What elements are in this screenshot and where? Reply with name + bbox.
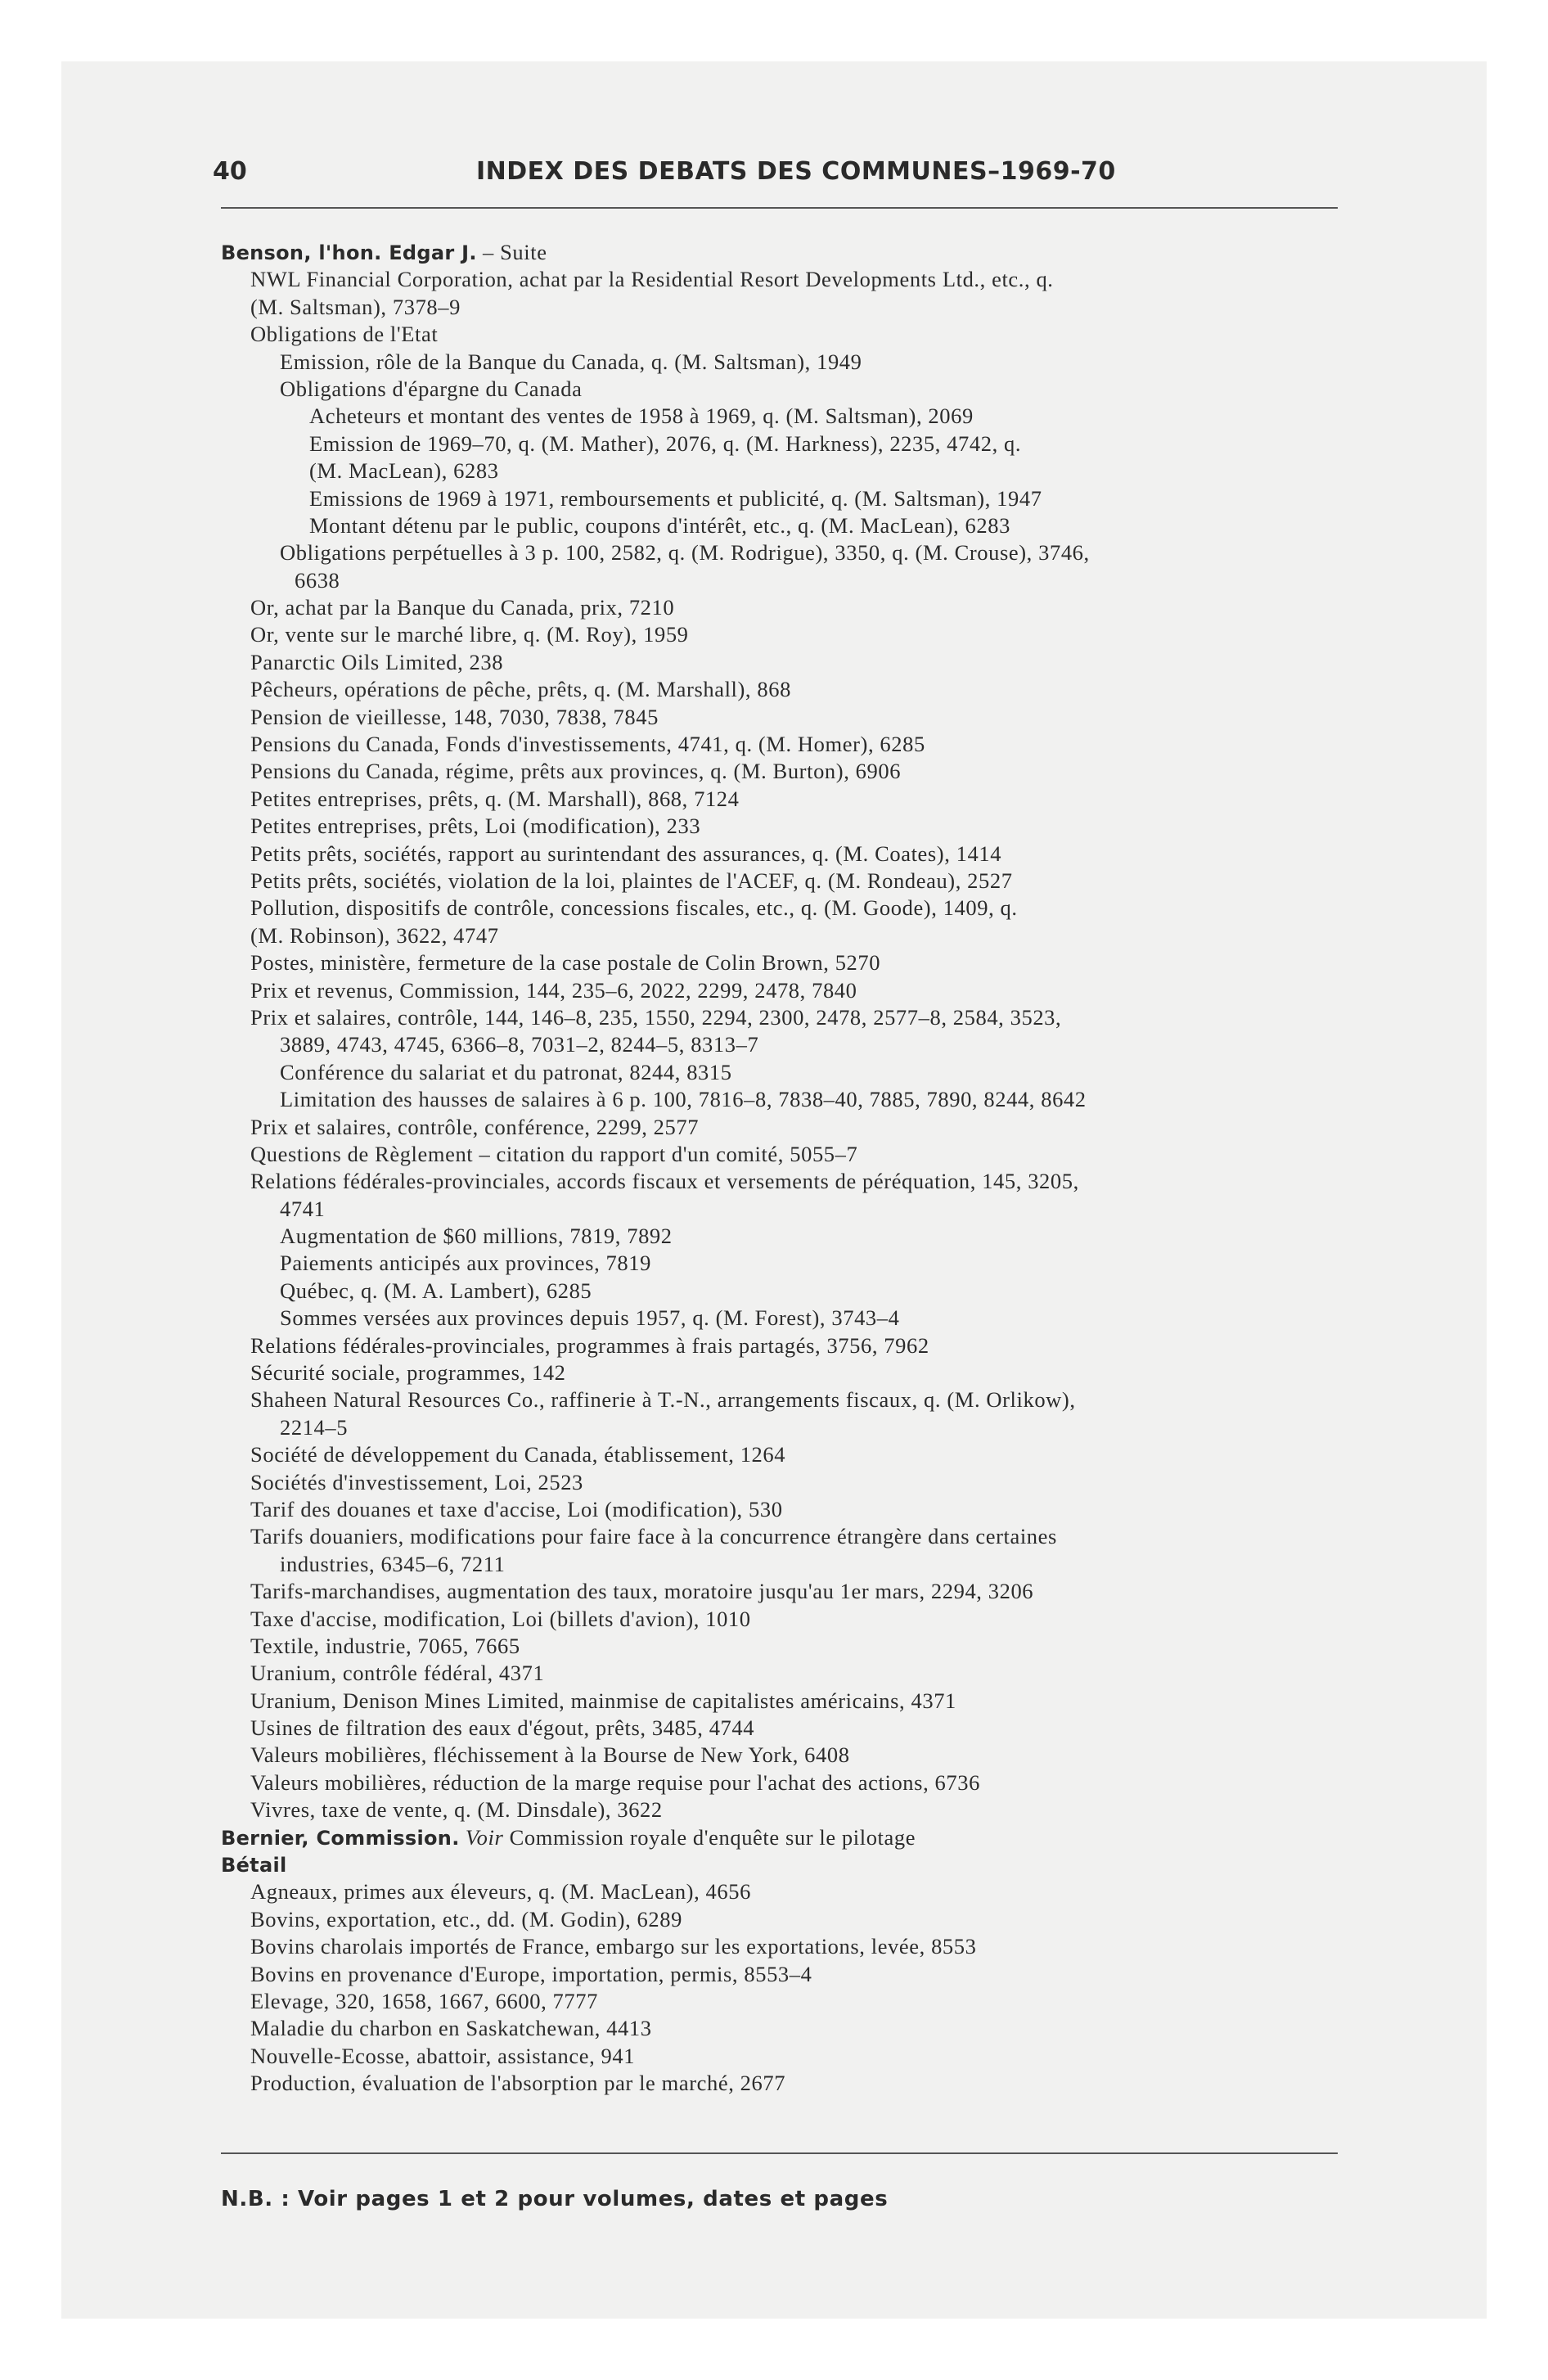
page-header	[213, 157, 1342, 198]
index-entry	[221, 1386, 1342, 1413]
index-entry	[221, 1305, 1342, 1332]
entry-text: Or, achat par la Banque du Canada, prix, 7210	[250, 595, 675, 620]
index-entry	[221, 1168, 1342, 1195]
entry-text: Taxe d'accise, modification, Loi (billets d'avion), 1010	[250, 1606, 751, 1631]
index-entry	[221, 1961, 1342, 1988]
entry-text: Postes, ministère, fermeture de la case postale de Colin Brown, 5270	[250, 950, 881, 976]
entry-text: Petits prêts, sociétés, rapport au surintendant des assurances, q. (M. Coates), 1414	[250, 841, 1002, 866]
entry-text: 2214–5	[280, 1414, 349, 1440]
entry-text: Emissions de 1969 à 1971, remboursements et publicité, q. (M. Saltsman), 1947	[309, 485, 1042, 511]
index-entry	[221, 1141, 1342, 1168]
page-number: 40	[213, 157, 247, 186]
entry-text: Maladie du charbon en Saskatchewan, 4413	[250, 2016, 652, 2041]
entry-text: Usines de filtration des eaux d'égout, prêts, 3485, 4744	[250, 1715, 755, 1741]
entry-text: Pensions du Canada, Fonds d'investissements, 4741, q. (M. Homer), 6285	[250, 732, 925, 757]
index-entry	[221, 1004, 1342, 1031]
index-heading	[221, 239, 1342, 266]
index-entry	[221, 458, 1342, 485]
index-entry	[221, 321, 1342, 348]
index-entry	[221, 621, 1342, 648]
entry-text: Montant détenu par le public, coupons d'intérêt, etc., q. (M. MacLean), 6283	[309, 512, 1010, 538]
entry-text: Pêcheurs, opérations de pêche, prêts, q. (M. Marshall), 868	[250, 677, 791, 702]
entry-text: Elevage, 320, 1658, 1667, 6600, 7777	[250, 1989, 598, 2013]
index-entry	[221, 786, 1342, 813]
index-entry	[221, 841, 1342, 868]
entry-text: Augmentation de $60 millions, 7819, 7892	[280, 1224, 673, 1249]
entry-text: Nouvelle-Ecosse, abattoir, assistance, 941	[250, 2043, 636, 2068]
index-entry	[221, 1796, 1342, 1823]
entry-text: Uranium, contrôle fédéral, 4371	[250, 1661, 545, 1686]
index-entry	[221, 1660, 1342, 1687]
index-entry	[221, 403, 1342, 430]
index-entry	[221, 1688, 1342, 1715]
entry-text: Pensions du Canada, régime, prêts aux provinces, q. (M. Burton), 6906	[250, 759, 902, 784]
entry-text: (M. Robinson), 3622, 4747	[250, 922, 499, 948]
index-entry	[221, 376, 1342, 403]
entry-text: Acheteurs et montant des ventes de 1958 à 1969, q. (M. Saltsman), 2069	[309, 403, 974, 429]
index-entry	[221, 2015, 1342, 2042]
entry-text: Sécurité sociale, programmes, 142	[250, 1360, 566, 1386]
entry-text: (M. Saltsman), 7378–9	[250, 294, 461, 319]
index-entry	[221, 539, 1342, 566]
entry-text: 6638	[295, 567, 340, 593]
entry-text: Relations fédérales-provinciales, programmes à frais partagés, 3756, 7962	[250, 1332, 929, 1358]
entry-text: Limitation des hausses de salaires à 6 p. 100, 7816–8, 7838–40, 7885, 7890, 8244, 8642	[280, 1087, 1087, 1112]
index-entry	[221, 868, 1342, 895]
entry-text: Shaheen Natural Resources Co., raffinerie à T.-N., arrangements fiscaux, q. (M. Orlikow),	[250, 1387, 1076, 1413]
index-entry	[221, 1578, 1342, 1605]
entry-text: Prix et salaires, contrôle, 144, 146–8, 235, 1550, 2294, 2300, 2478, 2577–8, 2584, 3523,	[250, 1004, 1062, 1030]
entry-text: Québec, q. (M. A. Lambert), 6285	[280, 1278, 592, 1303]
entry-text: Pension de vieillesse, 148, 7030, 7838, 7845	[250, 704, 659, 729]
index-entry	[221, 949, 1342, 976]
entry-text: Obligations de l'Etat	[250, 322, 439, 347]
entry-heading-name: Bernier, Commission.	[221, 1826, 460, 1850]
footer-note: N.B. : Voir pages 1 et 2 pour volumes, dates et pages	[221, 2187, 889, 2211]
entry-text: Agneaux, primes aux éleveurs, q. (M. MacLean), 4656	[250, 1879, 751, 1904]
entry-text: Textile, industrie, 7065, 7665	[250, 1633, 520, 1658]
entry-text: Société de développement du Canada, établissement, 1264	[250, 1442, 786, 1467]
index-entry	[221, 266, 1342, 293]
entry-text: Relations fédérales-provinciales, accords fiscaux et versements de péréquation, 145, 3205,	[250, 1169, 1079, 1194]
index-entry	[221, 512, 1342, 539]
entry-text: Bovins en provenance d'Europe, importation, permis, 8553–4	[250, 1961, 812, 1986]
index-entry	[221, 922, 1342, 949]
entry-text: Uranium, Denison Mines Limited, mainmise de capitalistes américains, 4371	[250, 1688, 956, 1713]
entry-text: Commission royale d'enquête sur le pilotage	[503, 1824, 916, 1850]
entry-text: Pollution, dispositifs de contrôle, concessions fiscales, etc., q. (M. Goode), 1409, q.	[250, 895, 1018, 921]
index-entry	[221, 1742, 1342, 1769]
index-heading	[221, 1851, 1342, 1878]
entry-text: Obligations perpétuelles à 3 p. 100, 2582, q. (M. Rodrigue), 3350, q. (M. Crouse), 3746,	[280, 540, 1090, 566]
index-entries	[221, 239, 1342, 2098]
entry-text: Production, évaluation de l'absorption par le marché, 2677	[250, 2071, 786, 2096]
entry-text: Questions de Règlement – citation du rapport d'un comité, 5055–7	[250, 1141, 858, 1166]
index-entry	[221, 1878, 1342, 1905]
index-entry	[221, 567, 1342, 594]
index-entry	[221, 1031, 1342, 1058]
entry-text: (M. MacLean), 6283	[309, 458, 499, 484]
entry-text: industries, 6345–6, 7211	[280, 1551, 506, 1576]
entry-text: Emission de 1969–70, q. (M. Mather), 2076, q. (M. Harkness), 2235, 4742, q.	[309, 430, 1022, 456]
entry-text: Bovins charolais importés de France, embargo sur les exportations, levée, 8553	[250, 1934, 977, 1959]
index-entry	[221, 731, 1342, 758]
entry-text: Sociétés d'investissement, Loi, 2523	[250, 1469, 583, 1494]
footer-rule	[221, 2152, 1338, 2154]
header-rule	[221, 207, 1338, 209]
index-entry	[221, 1223, 1342, 1250]
index-entry	[221, 1332, 1342, 1359]
entry-crossref: Voir	[459, 1824, 504, 1850]
index-entry	[221, 294, 1342, 321]
index-heading	[221, 1824, 1342, 1851]
index-entry	[221, 1359, 1342, 1386]
entry-text: Valeurs mobilières, fléchissement à la Bourse de New York, 6408	[250, 1742, 850, 1768]
index-entry	[221, 1278, 1342, 1305]
entry-text: Valeurs mobilières, réduction de la marge requise pour l'achat des actions, 6736	[250, 1769, 980, 1795]
entry-text: Prix et salaires, contrôle, conférence, 2299, 2577	[250, 1114, 700, 1139]
index-entry	[221, 349, 1342, 376]
entry-text: 3889, 4743, 4745, 6366–8, 7031–2, 8244–5, 8313–7	[280, 1032, 759, 1057]
index-entry	[221, 758, 1342, 785]
index-entry	[221, 813, 1342, 840]
entry-text: Bovins, exportation, etc., dd. (M. Godin), 6289	[250, 1906, 682, 1931]
entry-text: Vivres, taxe de vente, q. (M. Dinsdale), 3622	[250, 1797, 663, 1823]
entry-text: Prix et revenus, Commission, 144, 235–6, 2022, 2299, 2478, 7840	[250, 977, 857, 1003]
entry-text: Tarifs-marchandises, augmentation des taux, moratoire jusqu'au 1er mars, 2294, 3206	[250, 1579, 1034, 1604]
entry-text: Conférence du salariat et du patronat, 8244, 8315	[280, 1059, 732, 1084]
index-entry	[221, 895, 1342, 922]
index-entry	[221, 1496, 1342, 1523]
index-entry	[221, 1196, 1342, 1223]
entry-text: Petites entreprises, prêts, q. (M. Marshall), 868, 7124	[250, 786, 740, 811]
entry-heading-name: Bétail	[221, 1854, 287, 1877]
index-entry	[221, 430, 1342, 458]
entry-text: Obligations d'épargne du Canada	[280, 376, 583, 401]
index-entry	[221, 1441, 1342, 1468]
entry-text: Or, vente sur le marché libre, q. (M. Roy), 1959	[250, 622, 689, 647]
index-entry	[221, 485, 1342, 512]
entry-text: Emission, rôle de la Banque du Canada, q. (M. Saltsman), 1949	[280, 349, 862, 374]
page-title: INDEX DES DEBATS DES COMMUNES–1969-70	[476, 157, 1116, 186]
index-entry	[221, 1250, 1342, 1277]
index-entry	[221, 1551, 1342, 1578]
entry-heading-name: Benson, l'hon. Edgar J.	[221, 241, 477, 264]
entry-text: Paiements anticipés aux provinces, 7819	[280, 1251, 651, 1276]
entry-text: Tarif des douanes et taxe d'accise, Loi (modification), 530	[250, 1496, 783, 1521]
index-entry	[221, 2043, 1342, 2070]
index-entry	[221, 1606, 1342, 1633]
entry-text: – Suite	[476, 240, 547, 264]
entry-text: Tarifs douaniers, modifications pour faire face à la concurrence étrangère dans certaines	[250, 1524, 1057, 1549]
index-entry	[221, 1769, 1342, 1796]
index-entry	[221, 649, 1342, 676]
index-entry	[221, 1086, 1342, 1113]
index-entry	[221, 1414, 1342, 1441]
index-entry	[221, 2070, 1342, 2097]
entry-text: Sommes versées aux provinces depuis 1957, q. (M. Forest), 3743–4	[280, 1305, 900, 1331]
index-entry	[221, 1715, 1342, 1742]
index-entry	[221, 1633, 1342, 1660]
index-entry	[221, 1988, 1342, 2015]
entry-text: Petits prêts, sociétés, violation de la loi, plaintes de l'ACEF, q. (M. Rondeau), 2527	[250, 868, 1013, 893]
index-entry	[221, 704, 1342, 731]
index-entry	[221, 1469, 1342, 1496]
index-entry	[221, 594, 1342, 621]
index-entry	[221, 977, 1342, 1004]
index-entry	[221, 1906, 1342, 1933]
index-entry	[221, 676, 1342, 703]
entry-text: Panarctic Oils Limited, 238	[250, 649, 504, 674]
index-entry	[221, 1114, 1342, 1141]
entry-text: 4741	[280, 1196, 326, 1221]
index-entry	[221, 1523, 1342, 1550]
index-entry	[221, 1059, 1342, 1086]
entry-text: Petites entreprises, prêts, Loi (modification), 233	[250, 814, 701, 839]
entry-text: NWL Financial Corporation, achat par la Residential Resort Developments Ltd., etc., q.	[250, 267, 1054, 292]
index-entry	[221, 1933, 1342, 1960]
